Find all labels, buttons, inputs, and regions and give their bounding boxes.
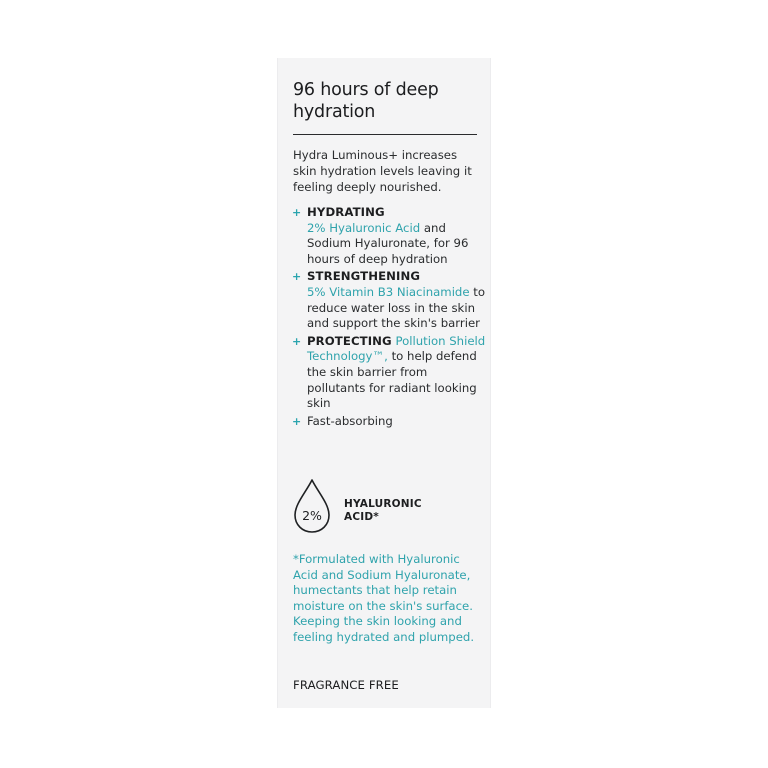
fragrance-free-label: FRAGRANCE FREE xyxy=(293,678,399,692)
feature-text: to reduce water loss in the skin and support the skin's barrier xyxy=(307,284,485,331)
feature-text: Fast-absorbing xyxy=(307,413,393,428)
panel-title: 96 hours of deep hydration xyxy=(293,80,439,122)
intro-text: Hydra Luminous+ increases skin hydration levels leaving it feeling deeply nourished. xyxy=(293,148,472,194)
feature-text: and Sodium Hyaluronate, for 96 hours of deep hydration xyxy=(307,220,469,266)
hyaluronic-acid-badge xyxy=(292,478,452,538)
plus-icon: + xyxy=(292,270,302,284)
plus-icon: + xyxy=(292,334,302,348)
feature-title: STRENGTHENING xyxy=(307,269,421,284)
feature-text: to help defend the skin barrier from pollutants for radiant looking skin xyxy=(307,349,477,411)
feature-item-protecting xyxy=(292,334,488,412)
plus-icon: + xyxy=(292,206,302,219)
product-info-panel xyxy=(277,58,491,708)
feature-body xyxy=(307,205,488,267)
feature-title: PROTECTING xyxy=(307,333,392,348)
title-divider xyxy=(293,134,477,135)
badge-label: HYALURONIC ACID* xyxy=(344,498,422,523)
feature-highlight: 2% Hyaluronic Acid xyxy=(307,220,421,235)
feature-body xyxy=(307,334,488,412)
feature-highlight: 5% Vitamin B3 Niacinamide xyxy=(307,284,470,299)
droplet-icon xyxy=(292,478,332,534)
feature-body xyxy=(307,269,488,331)
feature-title: HYDRATING xyxy=(307,205,385,219)
plus-icon: + xyxy=(292,414,302,428)
footnote-text: *Formulated with Hyaluronic Acid and Sodium Hyaluronate, humectants that help retain moisture on the skin's surface. Keeping the skin looking and feeling hydrated and plumped. xyxy=(293,552,475,644)
feature-item-hydrating xyxy=(292,205,488,267)
feature-body xyxy=(307,414,488,430)
feature-item-strengthening xyxy=(292,269,488,331)
feature-item-fast-absorbing xyxy=(292,414,488,430)
feature-highlight: Pollution Shield Technology™, xyxy=(307,333,486,364)
badge-percent: 2% xyxy=(302,508,322,523)
feature-list xyxy=(292,205,488,431)
